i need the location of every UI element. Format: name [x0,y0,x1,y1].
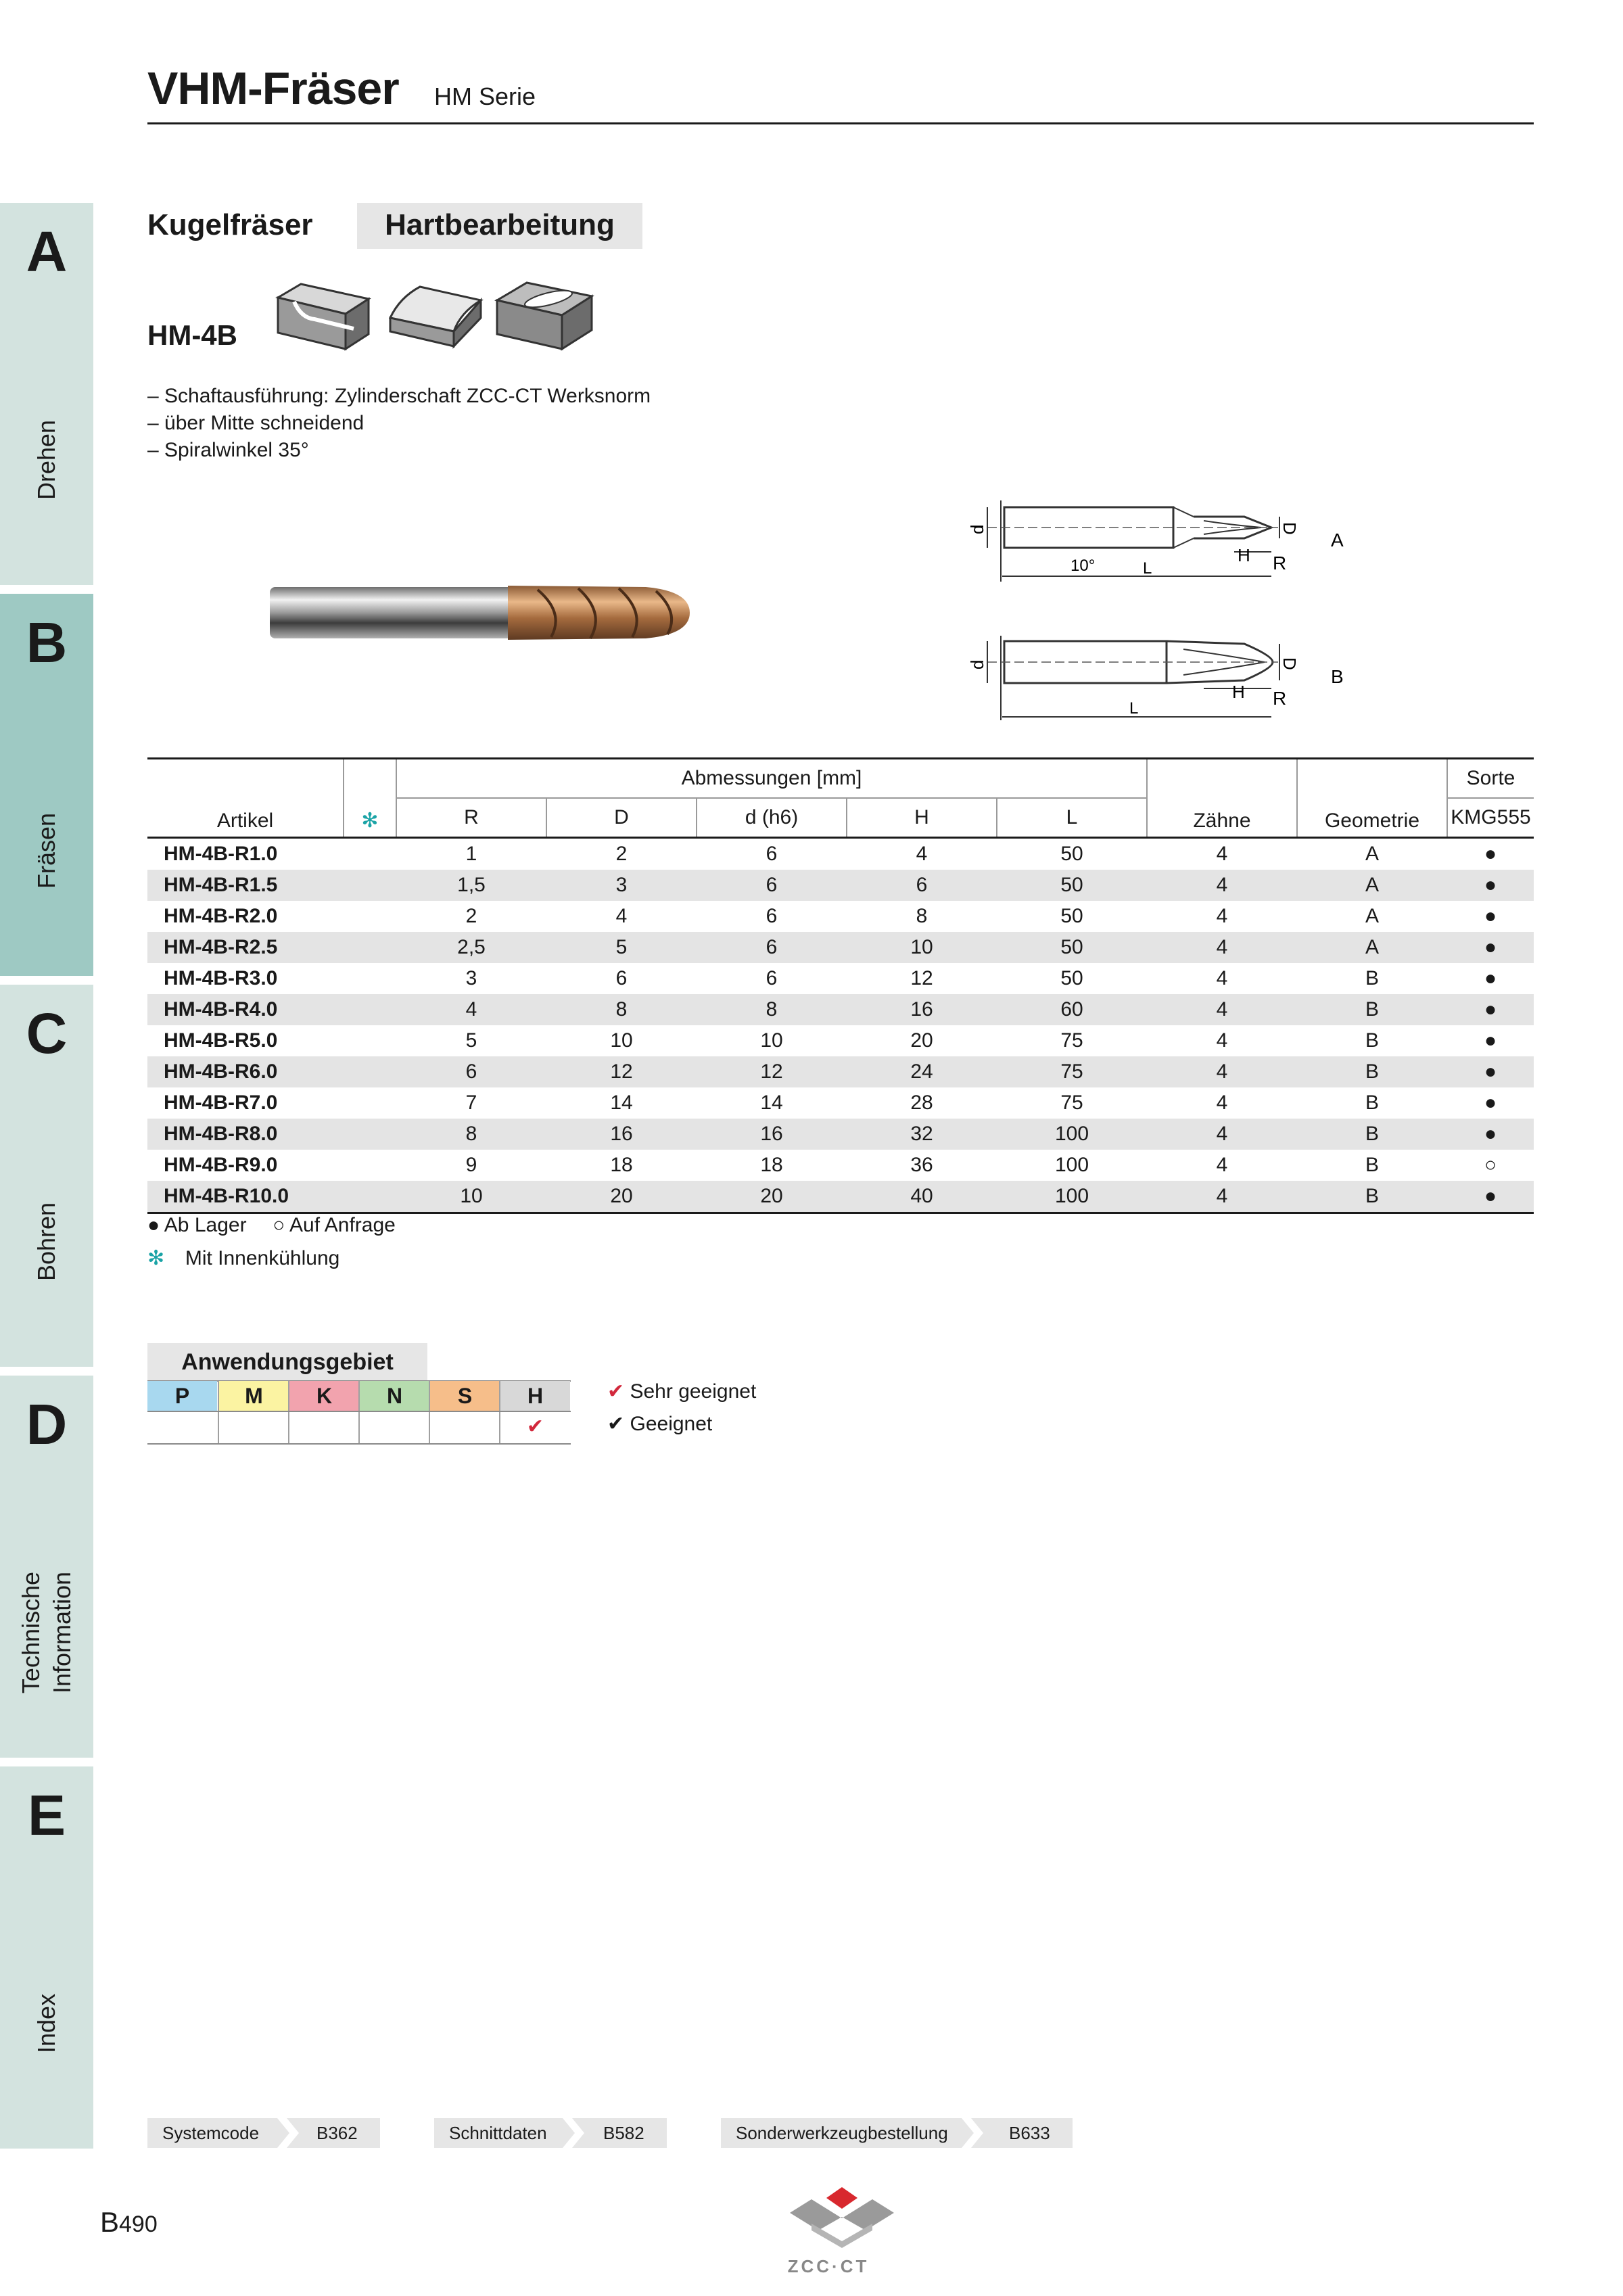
chevron-right-icon [959,2118,986,2148]
cell-availability: ○ [1484,1154,1497,1176]
ball-end-mill-image [267,575,700,649]
cell-geometrie: B [1297,994,1447,1025]
tab-letter: B [26,611,68,674]
zcc-ct-logo-icon [784,2183,899,2251]
cell-coolant [344,1150,396,1181]
tool-type: Kugelfräser [147,208,313,241]
cell-h: 40 [847,1181,997,1213]
header-zaehne: Zähne [1147,759,1297,838]
cell-availability: ● [1447,994,1534,1025]
cell-artikel: HM-4B-R9.0 [164,1154,278,1176]
table-row [147,901,1534,932]
footer-link-label: Systemcode [162,2123,260,2143]
footer-link-ref: B582 [603,2123,644,2143]
dim-D-label: D [1279,657,1300,670]
iso-suitability-n [358,1411,429,1443]
table-row [147,1025,1534,1056]
coolant-legend-icon: ✻ [147,1247,165,1269]
cell-h: 16 [847,994,997,1025]
cell-zaehne: 4 [1216,905,1228,927]
legend-suitable: ✔ Geeignet [607,1413,713,1435]
cell-l: 60 [997,994,1147,1025]
cell-coolant [344,1056,396,1087]
iso-group-h: H [499,1381,570,1411]
cell-h: 8 [916,905,928,927]
availability-legend [147,1214,396,1237]
cell-d-h6: 6 [766,967,778,989]
cell-coolant [344,838,396,870]
cell-availability: ● [1447,870,1534,901]
cell-d-h6: 10 [760,1029,783,1052]
tab-letter: C [26,1002,68,1065]
cell-d-h6: 6 [697,932,847,963]
cell-d-big: 10 [610,1029,633,1052]
cell-geometrie: A [1297,870,1447,901]
tab-drehen[interactable] [0,203,93,585]
cell-l: 75 [1060,1029,1083,1052]
cell-l: 50 [1060,843,1083,865]
groove-workpiece-icon [278,284,369,349]
table-row [147,932,1534,963]
legend-stock: ● Ab Lager [147,1214,247,1236]
cell-availability: ● [1484,967,1497,989]
cell-l: 100 [997,1181,1147,1213]
cell-h: 20 [910,1029,933,1052]
tab-letter: E [27,1783,66,1847]
cell-artikel: HM-4B-R10.0 [147,1181,344,1213]
tab-fraesen[interactable] [0,594,93,976]
cell-availability: ● [1484,905,1497,927]
cell-l: 50 [1060,967,1083,989]
cell-d-h6: 14 [760,1092,783,1114]
iso-rule-mid [147,1411,571,1412]
cell-d-big: 6 [615,967,628,989]
cell-availability: ● [1484,843,1497,865]
cell-zaehne: 4 [1147,870,1297,901]
dim-angle-label: 10° [1071,557,1096,575]
cell-availability: ● [1484,1029,1497,1052]
cell-coolant [344,932,396,963]
cell-l: 50 [1060,905,1083,927]
iso-group-m: M [218,1381,289,1411]
cell-artikel: HM-4B-R2.0 [164,905,278,927]
cell-d-big: 5 [546,932,697,963]
cell-geometrie: B [1365,967,1379,989]
convex-workpiece-icon [390,287,481,346]
cell-h: 32 [847,1119,997,1150]
cell-artikel: HM-4B-R2.5 [147,932,344,963]
table-row [147,1087,1534,1119]
geometry-a-label: A [1331,530,1344,550]
cell-availability: ● [1447,1119,1534,1150]
cell-r: 5 [465,1029,477,1052]
header-dimensions: Abmessungen [mm] [396,759,1147,799]
cell-coolant [344,901,396,932]
header-sorte: Sorte [1447,759,1534,799]
geometry-b-drawing [960,629,1366,727]
cell-d-big: 16 [546,1119,697,1150]
table-row [147,1181,1534,1213]
dim-H-label: H [1232,682,1245,702]
tab-label: Fräsen [32,812,60,889]
cell-coolant [344,994,396,1025]
coolant-legend [147,1246,339,1270]
cell-geometrie: B [1297,1181,1447,1213]
header-h: H [847,798,997,838]
cell-availability: ● [1447,932,1534,963]
company-logo-text: ZCC·CT [787,2256,870,2276]
tab-bohren[interactable] [0,985,93,1367]
cell-h: 4 [916,843,928,865]
cell-h: 36 [910,1154,933,1176]
footer-link-systemcode[interactable] [147,2118,380,2148]
iso-rule-bottom [147,1443,571,1445]
cell-r: 2,5 [396,932,546,963]
iso-group-k: K [288,1381,359,1411]
legend-request: ○ Auf Anfrage [273,1214,396,1236]
cell-zaehne: 4 [1147,1056,1297,1087]
cell-l: 75 [997,1056,1147,1087]
series-label: HM Serie [434,83,536,110]
cell-zaehne: 4 [1147,1181,1297,1213]
cell-d-h6: 16 [697,1119,847,1150]
cell-artikel: HM-4B-R7.0 [164,1092,278,1114]
cell-availability: ● [1484,1092,1497,1114]
header-r: R [396,798,546,838]
footer-link-label: Schnittdaten [449,2123,547,2143]
cell-geometrie: B [1365,1154,1379,1176]
cell-zaehne: 4 [1216,967,1228,989]
cell-r: 1 [465,843,477,865]
cell-coolant [344,963,396,994]
cell-d-big: 8 [546,994,697,1025]
table-row [147,1056,1534,1087]
cell-d-h6: 8 [697,994,847,1025]
cell-geometrie: B [1365,1092,1379,1114]
workpiece-icons [274,271,598,352]
feature-item: – Spiralwinkel 35° [147,439,309,461]
dim-L-label: L [1143,559,1152,578]
spec-table [147,757,1534,1214]
black-check-icon: ✔ [607,1413,625,1435]
cell-zaehne: 4 [1147,932,1297,963]
tab-technische-information[interactable] [0,1376,93,1758]
cell-coolant [344,870,396,901]
header-d-h6: d (h6) [697,798,847,838]
header-artikel: Artikel [216,810,274,832]
cell-availability: ● [1447,1056,1534,1087]
cell-l: 50 [997,870,1147,901]
header-d-big: D [546,798,697,838]
cell-artikel: HM-4B-R6.0 [147,1056,344,1087]
cell-coolant [344,1025,396,1056]
cell-d-big: 4 [615,905,628,927]
table-row [147,963,1534,994]
geometry-a-drawing [960,494,1366,592]
cell-d-h6: 20 [697,1181,847,1213]
cell-artikel: HM-4B-R4.0 [147,994,344,1025]
dim-R-label: R [1273,688,1287,709]
cell-zaehne: 4 [1216,843,1228,865]
iso-group-s: S [429,1381,500,1411]
cell-d-big: 20 [546,1181,697,1213]
cell-geometrie: A [1365,843,1379,865]
cell-r: 2 [465,905,477,927]
cell-artikel: HM-4B-R1.5 [147,870,344,901]
cell-d-big: 2 [615,843,628,865]
cell-coolant [344,1181,396,1213]
cell-l: 100 [997,1119,1147,1150]
cell-h: 28 [910,1092,933,1114]
cell-zaehne: 4 [1216,1092,1228,1114]
application-area-title: Anwendungsgebiet [147,1343,427,1381]
tab-label: Drehen [32,419,60,500]
cell-d-big: 12 [546,1056,697,1087]
iso-suitability-h: ✔ [499,1411,570,1443]
cell-coolant [344,1087,396,1119]
header-geometrie: Geometrie [1297,759,1447,838]
cell-d-h6: 6 [697,870,847,901]
cell-r: 9 [465,1154,477,1176]
cell-zaehne: 4 [1216,1154,1228,1176]
cell-r: 7 [465,1092,477,1114]
cell-geometrie: A [1297,932,1447,963]
cell-zaehne: 4 [1147,994,1297,1025]
dim-d-label: d [967,524,987,534]
pocket-workpiece-icon [497,283,592,349]
chevron-right-icon [560,2118,587,2148]
cell-geometrie: B [1297,1119,1447,1150]
cell-r: 8 [396,1119,546,1150]
header-grade: KMG555 [1447,798,1534,838]
table-row [147,994,1534,1025]
cell-d-big: 18 [610,1154,633,1176]
table-row [147,1150,1534,1181]
iso-suitability-p [147,1411,217,1443]
cell-d-h6: 12 [697,1056,847,1087]
footer-link-ref: B633 [1009,2123,1050,2143]
iso-group-n: N [358,1381,429,1411]
cell-d-big: 14 [610,1092,633,1114]
cell-d-h6: 6 [766,905,778,927]
model-name: HM-4B [147,319,237,351]
iso-suitability-s [429,1411,500,1443]
tab-label: Technische Information [17,1571,76,1694]
dim-R-label: R [1273,553,1287,573]
cell-d-h6: 18 [760,1154,783,1176]
title-divider [147,122,1534,124]
cell-l: 50 [997,932,1147,963]
tab-label: Index [32,1993,60,2054]
feature-item: – über Mitte schneidend [147,412,364,434]
coolant-icon: ✻ [344,759,396,838]
footer-link-ref: B362 [316,2123,358,2143]
cell-h: 24 [847,1056,997,1087]
cell-r: 10 [396,1181,546,1213]
cell-r: 6 [396,1056,546,1087]
cell-l: 75 [1060,1092,1083,1114]
cell-availability: ● [1447,1181,1534,1213]
cell-d-big: 3 [546,870,697,901]
iso-suitability-m [218,1411,289,1443]
cell-coolant [344,1119,396,1150]
application-badge: Hartbearbeitung [385,208,615,241]
page-number: B490 [100,2206,158,2238]
dim-D-label: D [1279,522,1300,535]
tab-letter: A [26,220,68,283]
chevron-right-icon [275,2118,302,2148]
footer-link-sonderwerkzeug[interactable] [721,2118,1073,2148]
legend-very-suitable: ✔ Sehr geeignet [607,1380,757,1403]
tab-label: Bohren [32,1202,60,1282]
cell-h: 6 [847,870,997,901]
cell-artikel: HM-4B-R1.0 [164,843,278,865]
dim-H-label: H [1238,545,1250,565]
cell-h: 10 [847,932,997,963]
header-l: L [997,798,1147,838]
tab-letter: D [26,1392,68,1456]
footer-link-label: Sonderwerkzeugbestellung [736,2123,948,2143]
cell-l: 100 [1054,1154,1089,1176]
legend-coolant: Mit Innenkühlung [185,1247,340,1269]
dim-L-label: L [1129,699,1139,718]
page-title: VHM-Fräser [147,63,399,114]
iso-group-p: P [147,1381,217,1411]
tab-index[interactable] [0,1766,93,2149]
table-row [147,1119,1534,1150]
footer-link-schnittdaten[interactable] [434,2118,667,2148]
cell-d-h6: 6 [766,843,778,865]
cell-r: 3 [465,967,477,989]
cell-artikel: HM-4B-R3.0 [164,967,278,989]
table-row [147,870,1534,901]
red-check-icon: ✔ [607,1380,625,1403]
feature-item: – Schaftausführung: Zylinderschaft ZCC-CT Werksnorm [147,385,651,407]
cell-geometrie: A [1365,905,1379,927]
cell-geometrie: B [1297,1056,1447,1087]
cell-geometrie: B [1365,1029,1379,1052]
cell-h: 12 [910,967,933,989]
cell-r: 1,5 [396,870,546,901]
geometry-b-label: B [1331,666,1344,687]
cell-artikel: HM-4B-R8.0 [147,1119,344,1150]
cell-zaehne: 4 [1147,1119,1297,1150]
table-row [147,838,1534,870]
dim-d-label: d [967,659,987,670]
cell-artikel: HM-4B-R5.0 [164,1029,278,1052]
iso-suitability-k [288,1411,359,1443]
cell-r: 4 [396,994,546,1025]
feature-list [147,383,651,464]
cell-zaehne: 4 [1216,1029,1228,1052]
